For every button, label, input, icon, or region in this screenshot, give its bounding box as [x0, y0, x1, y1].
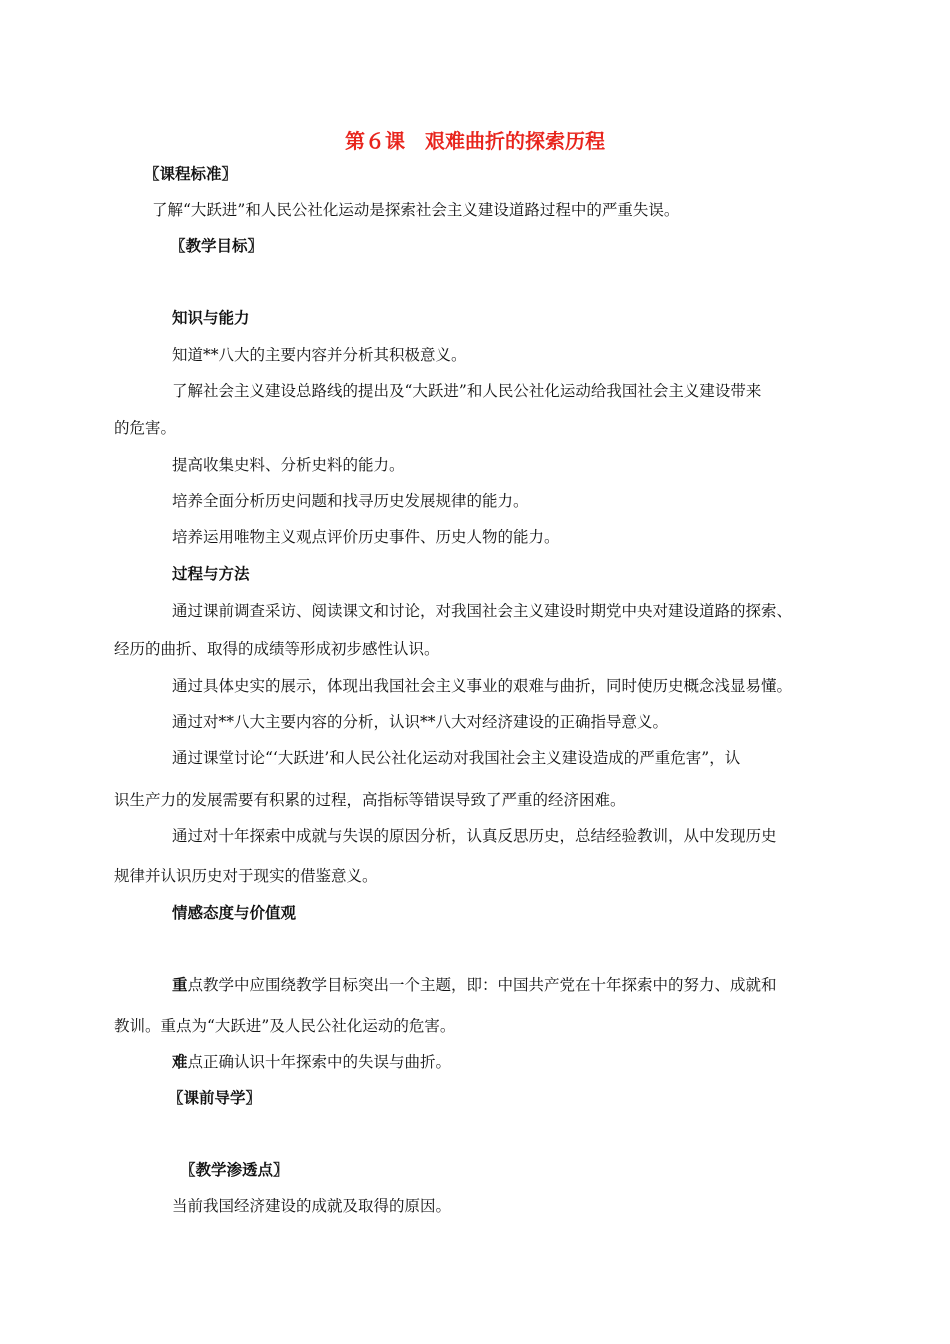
- knowledge-line: 了解社会主义建设总路线的提出及“大跃进”和人民公社化运动给我国社会主义建设带来: [172, 382, 762, 400]
- process-line: 经历的曲折、取得的成绩等形成初步感性认识。: [114, 640, 440, 658]
- page-title: 第６课 艰难曲折的探索历程: [345, 129, 605, 153]
- process-line: 通过课堂讨论“‘大跃进’和人民公社化运动对我国社会主义建设造成的严重危害”，认: [172, 749, 741, 767]
- knowledge-line: 提高收集史料、分析史料的能力。: [172, 456, 405, 474]
- difficult-point-line: [172, 1052, 451, 1072]
- process-line: 规律并认识历史对于现实的借鉴意义。: [114, 867, 378, 885]
- key-point-continuation: 教训。重点为“大跃进”及人民公社化运动的危害。: [114, 1017, 456, 1035]
- emotion-values-heading: 情感态度与价值观: [172, 904, 297, 922]
- difficult-point-label: 难: [172, 1053, 188, 1071]
- teaching-goals-heading: 〖教学目标〗: [170, 237, 264, 255]
- penetration-text: 当前我国经济建设的成就及取得的原因。: [172, 1197, 452, 1215]
- preview-heading: 〖课前导学〗: [168, 1089, 262, 1107]
- difficult-point-text: 点正确认识十年探索中的失误与曲折。: [187, 1053, 452, 1071]
- knowledge-ability-heading: 知识与能力: [172, 309, 250, 327]
- process-line: 通过对十年探索中成就与失误的原因分析，认真反思历史，总结经验教训，从中发现历史: [172, 827, 777, 845]
- knowledge-line: 培养运用唯物主义观点评价历史事件、历史人物的能力。: [172, 528, 560, 546]
- process-line: 识生产力的发展需要有积累的过程，高指标等错误导致了严重的经济困难。: [114, 791, 626, 809]
- penetration-heading: 〖教学渗透点〗: [180, 1161, 289, 1179]
- knowledge-line: 知道**八大的主要内容并分析其积极意义。: [172, 346, 467, 364]
- key-point-label: 重: [172, 976, 188, 994]
- course-standard-text: 了解“大跃进”和人民公社化运动是探索社会主义建设道路过程中的严重失误。: [152, 201, 680, 219]
- key-point-text: 点教学中应围绕教学目标突出一个主题，即：中国共产党在十年探索中的努力、成就和: [187, 976, 777, 994]
- key-point-line: [172, 975, 777, 995]
- process-line: 通过对**八大主要内容的分析，认识**八大对经济建设的正确指导意义。: [172, 713, 669, 731]
- knowledge-line: 的危害。: [114, 419, 177, 437]
- process-method-heading: 过程与方法: [172, 565, 250, 583]
- process-line: 通过具体史实的展示，体现出我国社会主义事业的艰难与曲折，同时使历史概念浅显易懂。: [172, 677, 793, 695]
- knowledge-line: 培养全面分析历史问题和找寻历史发展规律的能力。: [172, 492, 529, 510]
- process-line: 通过课前调查采访、阅读课文和讨论，对我国社会主义建设时期党中央对建设道路的探索、: [172, 602, 793, 620]
- course-standard-heading: 〖课程标准〗: [144, 165, 238, 183]
